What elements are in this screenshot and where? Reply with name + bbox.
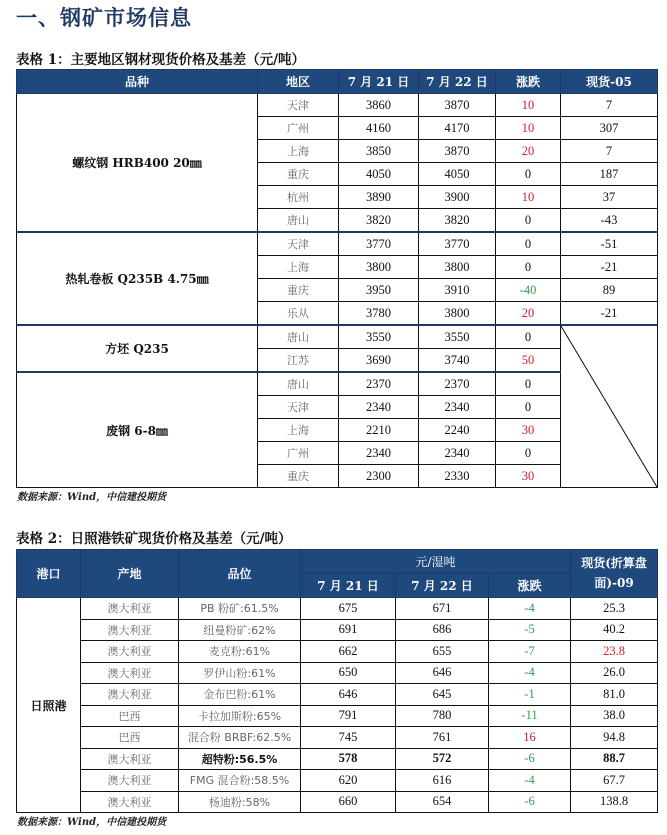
region-cell: 上海 xyxy=(258,140,339,163)
header-origin: 产地 xyxy=(81,550,179,598)
region-cell: 唐山 xyxy=(258,372,339,396)
price-0721: 2300 xyxy=(339,465,419,488)
table-row xyxy=(17,598,658,620)
table-row xyxy=(17,662,658,684)
basis-cell: 307 xyxy=(561,117,658,140)
basis-cell: -43 xyxy=(561,209,658,233)
region-cell: 重庆 xyxy=(258,279,339,302)
origin-cell: 澳大利亚 xyxy=(81,619,179,641)
basis-cell: 88.7 xyxy=(571,748,658,770)
table-row xyxy=(17,641,658,663)
change-cell: 0 xyxy=(496,256,561,279)
region-cell: 重庆 xyxy=(258,465,339,488)
grade-cell: 罗伊山粉:61% xyxy=(179,662,301,684)
steel-price-table xyxy=(16,69,658,488)
basis-cell: 38.0 xyxy=(571,705,658,727)
price-0722: 655 xyxy=(396,641,489,663)
origin-cell: 澳大利亚 xyxy=(81,662,179,684)
region-cell: 江苏 xyxy=(258,349,339,373)
basis-cell: 25.3 xyxy=(571,598,658,620)
price-0722: 780 xyxy=(396,705,489,727)
region-cell: 唐山 xyxy=(258,209,339,233)
price-0722: 3870 xyxy=(419,94,496,117)
change-cell: -5 xyxy=(489,619,571,641)
empty-diagonal-cell xyxy=(561,325,658,488)
price-0721: 675 xyxy=(301,598,396,620)
price-0721: 3690 xyxy=(339,349,419,373)
price-0722: 2370 xyxy=(419,372,496,396)
header-date-0721: 7 月 21 日 xyxy=(301,574,396,598)
change-cell: -40 xyxy=(496,279,561,302)
table-row xyxy=(17,748,658,770)
region-cell: 乐从 xyxy=(258,302,339,326)
region-cell: 杭州 xyxy=(258,186,339,209)
change-cell: 0 xyxy=(496,209,561,233)
price-0721: 2340 xyxy=(339,396,419,419)
price-0721: 620 xyxy=(301,770,396,792)
variety-name: 废钢 6-8㎜ xyxy=(17,372,258,488)
iron-ore-price-table xyxy=(16,549,658,813)
basis-cell: 40.2 xyxy=(571,619,658,641)
price-0722: 2330 xyxy=(419,465,496,488)
price-0721: 3820 xyxy=(339,209,419,233)
price-0722: 645 xyxy=(396,684,489,706)
port-name: 日照港 xyxy=(17,598,81,813)
price-0722: 3550 xyxy=(419,325,496,349)
change-cell: 50 xyxy=(496,349,561,373)
header-port: 港口 xyxy=(17,550,81,598)
change-cell: 0 xyxy=(496,232,561,256)
price-0721: 662 xyxy=(301,641,396,663)
variety-name: 方坯 Q235 xyxy=(17,325,258,372)
price-0721: 578 xyxy=(301,748,396,770)
price-0722: 3740 xyxy=(419,349,496,373)
table1-source-note: 数据来源：Wind，中信建投期货 xyxy=(17,492,167,503)
price-0722: 2340 xyxy=(419,442,496,465)
price-0721: 650 xyxy=(301,662,396,684)
basis-cell: 7 xyxy=(561,140,658,163)
price-0721: 3950 xyxy=(339,279,419,302)
region-cell: 上海 xyxy=(258,256,339,279)
basis-cell: 23.8 xyxy=(571,641,658,663)
change-cell: 16 xyxy=(489,727,571,749)
price-0721: 691 xyxy=(301,619,396,641)
basis-cell: 89 xyxy=(561,279,658,302)
price-0722: 2340 xyxy=(419,396,496,419)
table1-header-row xyxy=(17,70,658,94)
price-0721: 3860 xyxy=(339,94,419,117)
table-row xyxy=(17,619,658,641)
price-0721: 3800 xyxy=(339,256,419,279)
table2-header-row-1 xyxy=(17,550,658,574)
origin-cell: 澳大利亚 xyxy=(81,770,179,792)
table-row xyxy=(17,684,658,706)
change-cell: 0 xyxy=(496,325,561,349)
change-cell: -11 xyxy=(489,705,571,727)
price-0722: 4170 xyxy=(419,117,496,140)
price-0721: 745 xyxy=(301,727,396,749)
price-0721: 3850 xyxy=(339,140,419,163)
header-basis: 现货(折算盘面)-09 xyxy=(571,550,658,598)
region-cell: 广州 xyxy=(258,442,339,465)
basis-cell: 138.8 xyxy=(571,791,658,813)
change-cell: -4 xyxy=(489,770,571,792)
table-row xyxy=(17,791,658,813)
table2-caption: 表格 2：日照港铁矿现货价格及基差（元/吨） xyxy=(16,531,292,547)
price-0721: 3550 xyxy=(339,325,419,349)
change-cell: -1 xyxy=(489,684,571,706)
grade-cell: 混合粉 BRBF:62.5% xyxy=(179,727,301,749)
price-0722: 3870 xyxy=(419,140,496,163)
variety-name: 螺纹钢 HRB400 20㎜ xyxy=(17,94,258,233)
region-cell: 天津 xyxy=(258,232,339,256)
change-cell: 30 xyxy=(496,465,561,488)
basis-cell: 81.0 xyxy=(571,684,658,706)
basis-cell: -21 xyxy=(561,256,658,279)
price-0722: 686 xyxy=(396,619,489,641)
table-row xyxy=(17,727,658,749)
basis-cell: 187 xyxy=(561,163,658,186)
region-cell: 广州 xyxy=(258,117,339,140)
change-cell: 0 xyxy=(496,163,561,186)
origin-cell: 澳大利亚 xyxy=(81,598,179,620)
origin-cell: 巴西 xyxy=(81,705,179,727)
price-0721: 2210 xyxy=(339,419,419,442)
basis-cell: 37 xyxy=(561,186,658,209)
price-0722: 671 xyxy=(396,598,489,620)
change-cell: 0 xyxy=(496,442,561,465)
header-date-0722: 7 月 22 日 xyxy=(396,574,489,598)
price-0722: 761 xyxy=(396,727,489,749)
price-0722: 4050 xyxy=(419,163,496,186)
grade-cell: 卡拉加斯粉:65% xyxy=(179,705,301,727)
header-date-0722: 7 月 22 日 xyxy=(419,70,496,94)
table-row xyxy=(17,770,658,792)
region-cell: 天津 xyxy=(258,396,339,419)
table-row xyxy=(17,94,658,117)
price-0721: 2370 xyxy=(339,372,419,396)
change-cell: -4 xyxy=(489,598,571,620)
price-0721: 3780 xyxy=(339,302,419,326)
change-cell: 10 xyxy=(496,186,561,209)
header-unit-group: 元/湿吨 xyxy=(301,550,571,574)
basis-cell: 67.7 xyxy=(571,770,658,792)
basis-cell: -51 xyxy=(561,232,658,256)
basis-cell: 94.8 xyxy=(571,727,658,749)
table-row xyxy=(17,232,658,256)
price-0722: 3820 xyxy=(419,209,496,233)
price-0721: 3890 xyxy=(339,186,419,209)
header-grade: 品位 xyxy=(179,550,301,598)
price-0722: 3800 xyxy=(419,256,496,279)
region-cell: 上海 xyxy=(258,419,339,442)
change-cell: -6 xyxy=(489,791,571,813)
price-0722: 2240 xyxy=(419,419,496,442)
basis-cell: -21 xyxy=(561,302,658,326)
basis-cell: 7 xyxy=(561,94,658,117)
table-row xyxy=(17,705,658,727)
price-0721: 2340 xyxy=(339,442,419,465)
change-cell: -7 xyxy=(489,641,571,663)
price-0721: 4160 xyxy=(339,117,419,140)
basis-cell: 26.0 xyxy=(571,662,658,684)
price-0721: 3770 xyxy=(339,232,419,256)
change-cell: 10 xyxy=(496,94,561,117)
header-change: 涨跌 xyxy=(489,574,571,598)
header-region: 地区 xyxy=(258,70,339,94)
grade-cell: FMG 混合粉:58.5% xyxy=(179,770,301,792)
price-0722: 3900 xyxy=(419,186,496,209)
table2-source-note: 数据来源：Wind，中信建投期货 xyxy=(17,817,167,828)
change-cell: 0 xyxy=(496,372,561,396)
change-cell: 30 xyxy=(496,419,561,442)
change-cell: 20 xyxy=(496,140,561,163)
grade-cell: PB 粉矿:61.5% xyxy=(179,598,301,620)
price-0721: 646 xyxy=(301,684,396,706)
change-cell: -4 xyxy=(489,662,571,684)
price-0722: 654 xyxy=(396,791,489,813)
price-0721: 660 xyxy=(301,791,396,813)
region-cell: 重庆 xyxy=(258,163,339,186)
price-0722: 3910 xyxy=(419,279,496,302)
grade-cell: 超特粉:56.5% xyxy=(179,748,301,770)
price-0722: 616 xyxy=(396,770,489,792)
origin-cell: 澳大利亚 xyxy=(81,684,179,706)
header-date-0721: 7 月 21 日 xyxy=(339,70,419,94)
price-0722: 3800 xyxy=(419,302,496,326)
change-cell: 10 xyxy=(496,117,561,140)
origin-cell: 澳大利亚 xyxy=(81,791,179,813)
price-0721: 4050 xyxy=(339,163,419,186)
price-0722: 646 xyxy=(396,662,489,684)
grade-cell: 纽曼粉矿:62% xyxy=(179,619,301,641)
origin-cell: 澳大利亚 xyxy=(81,748,179,770)
header-variety: 品种 xyxy=(17,70,258,94)
table-row xyxy=(17,325,658,349)
region-cell: 天津 xyxy=(258,94,339,117)
section-title: 一、钢矿市场信息 xyxy=(16,6,192,30)
price-0722: 3770 xyxy=(419,232,496,256)
change-cell: 20 xyxy=(496,302,561,326)
header-change: 涨跌 xyxy=(496,70,561,94)
origin-cell: 澳大利亚 xyxy=(81,641,179,663)
variety-name: 热轧卷板 Q235B 4.75㎜ xyxy=(17,232,258,325)
table1-caption: 表格 1：主要地区钢材现货价格及基差（元/吨） xyxy=(16,52,306,68)
price-0722: 572 xyxy=(396,748,489,770)
grade-cell: 麦克粉:61% xyxy=(179,641,301,663)
origin-cell: 巴西 xyxy=(81,727,179,749)
change-cell: -6 xyxy=(489,748,571,770)
region-cell: 唐山 xyxy=(258,325,339,349)
grade-cell: 金布巴粉:61% xyxy=(179,684,301,706)
price-0721: 791 xyxy=(301,705,396,727)
change-cell: 0 xyxy=(496,396,561,419)
grade-cell: 杨迪粉:58% xyxy=(179,791,301,813)
header-basis: 现货-05 xyxy=(561,70,658,94)
